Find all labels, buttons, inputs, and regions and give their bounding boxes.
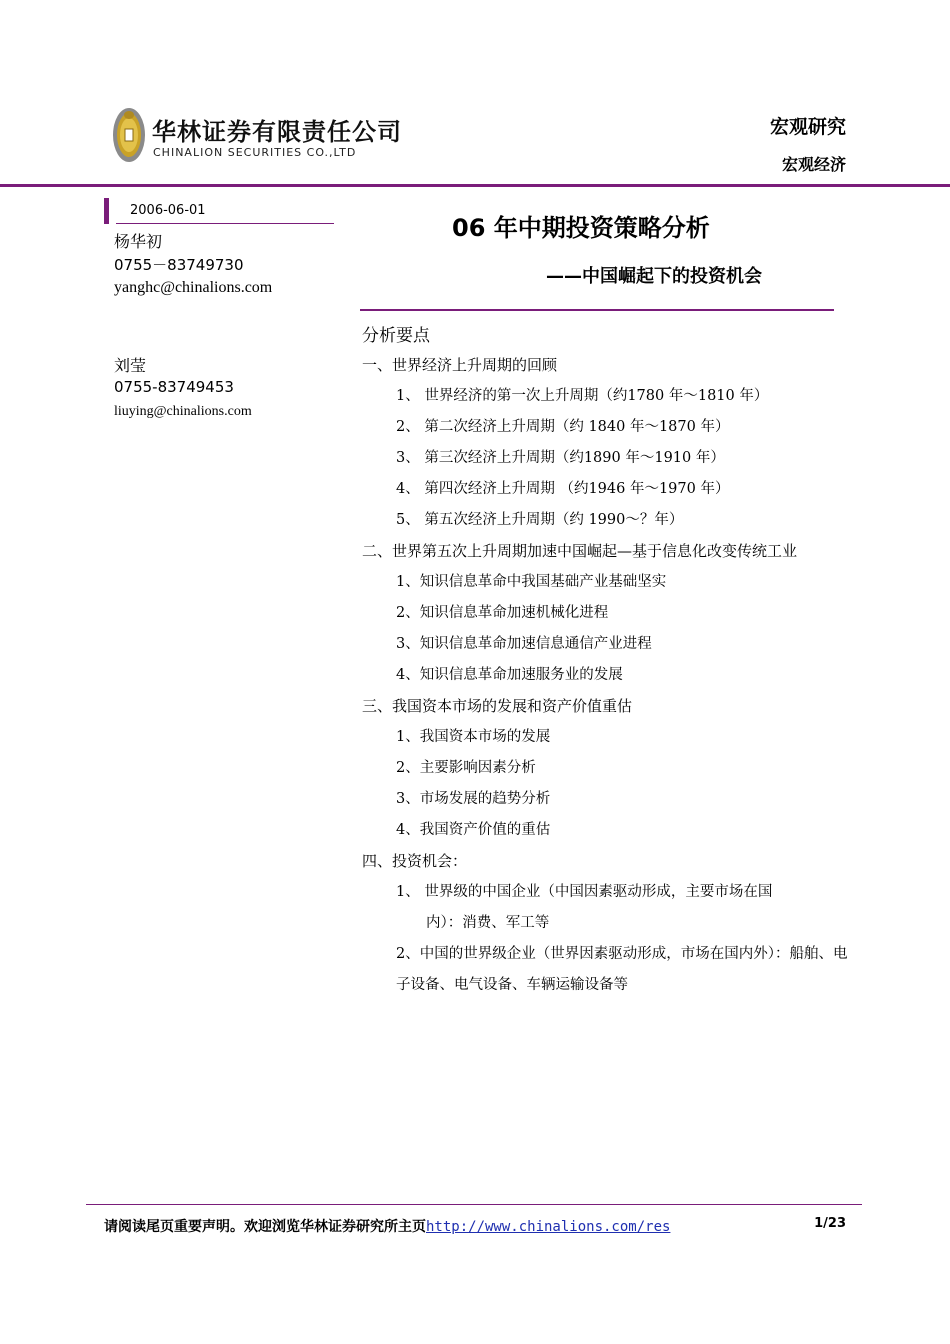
homepage-link[interactable]: http://www.chinalions.com/res xyxy=(426,1219,671,1235)
list-item: 4、 第四次经济上升周期 （约1946 年～1970 年） xyxy=(396,481,730,497)
list-item: 3、知识信息革命加速信息通信产业进程 xyxy=(396,636,652,652)
section-title: 一、世界经济上升周期的回顾 xyxy=(362,356,558,374)
author-name: 杨华初 xyxy=(114,232,163,251)
title-divider xyxy=(360,309,834,311)
report-category: 宏观研究 xyxy=(769,116,846,138)
author-email: yanghc@chinalions.com xyxy=(114,279,273,296)
list-item: 5、 第五次经济上升周期（约 1990～？年） xyxy=(396,512,684,528)
author-phone: 0755－83749730 xyxy=(114,256,244,274)
list-item: 3、 第三次经济上升周期（约1890 年～1910 年） xyxy=(396,450,725,466)
list-item: 1、我国资本市场的发展 xyxy=(396,729,551,745)
report-subtitle: ——中国崛起下的投资机会 xyxy=(546,266,762,287)
report-date: 2006-06-01 xyxy=(130,203,206,218)
report-title: 06 年中期投资策略分析 xyxy=(452,214,710,242)
footer-notice-text: 请阅读尾页重要声明。欢迎浏览华林证券研究所主页 xyxy=(104,1219,426,1235)
date-underline xyxy=(116,223,334,224)
footer-divider xyxy=(86,1204,862,1205)
coin-logo-icon xyxy=(112,106,146,164)
list-item: 2、主要影响因素分析 xyxy=(396,760,536,776)
list-item: 1、 世界经济的第一次上升周期（约1780 年～1810 年） xyxy=(396,388,769,404)
list-item: 2、知识信息革命加速机械化进程 xyxy=(396,605,609,621)
company-logo xyxy=(112,106,402,168)
header-divider xyxy=(0,184,950,187)
list-item: 2、 第二次经济上升周期（约 1840 年～1870 年） xyxy=(396,419,730,435)
list-item xyxy=(362,877,848,939)
date-marker xyxy=(104,198,109,224)
section-title: 四、投资机会： xyxy=(362,852,468,870)
company-name-en: CHINALION SECURITIES CO.,LTD xyxy=(153,146,357,159)
author-email: liuying@chinalions.com xyxy=(114,404,252,419)
list-item: 2、中国的世界级企业（世界因素驱动形成，市场在国内外）：船舶、电子设备、电气设备、车辆运输设备等 xyxy=(396,946,848,993)
list-item: 3、市场发展的趋势分析 xyxy=(396,791,551,807)
list-item-continuation: 内）：消费、军工等 xyxy=(426,915,550,931)
list-item: 1、知识信息革命中我国基础产业基础坚实 xyxy=(396,574,667,590)
summary-heading: 分析要点 xyxy=(362,326,430,346)
footer-notice xyxy=(104,1216,670,1236)
company-name-cn: 华林证券有限责任公司 xyxy=(152,118,402,146)
author-name: 刘莹 xyxy=(114,356,147,375)
author-phone: 0755-83749453 xyxy=(114,378,234,396)
report-subcategory: 宏观经济 xyxy=(781,155,846,174)
section-title: 二、世界第五次上升周期加速中国崛起—基于信息化改变传统工业 xyxy=(362,542,798,560)
list-item: 4、我国资产价值的重估 xyxy=(396,822,551,838)
section-title: 三、我国资本市场的发展和资产价值重估 xyxy=(362,697,633,715)
analysis-summary xyxy=(362,322,848,1001)
page-number: 1/23 xyxy=(814,1216,846,1231)
list-item: 4、知识信息革命加速服务业的发展 xyxy=(396,667,623,683)
list-item-line: 1、 世界级的中国企业（中国因素驱动形成，主要市场在国 xyxy=(396,884,773,900)
